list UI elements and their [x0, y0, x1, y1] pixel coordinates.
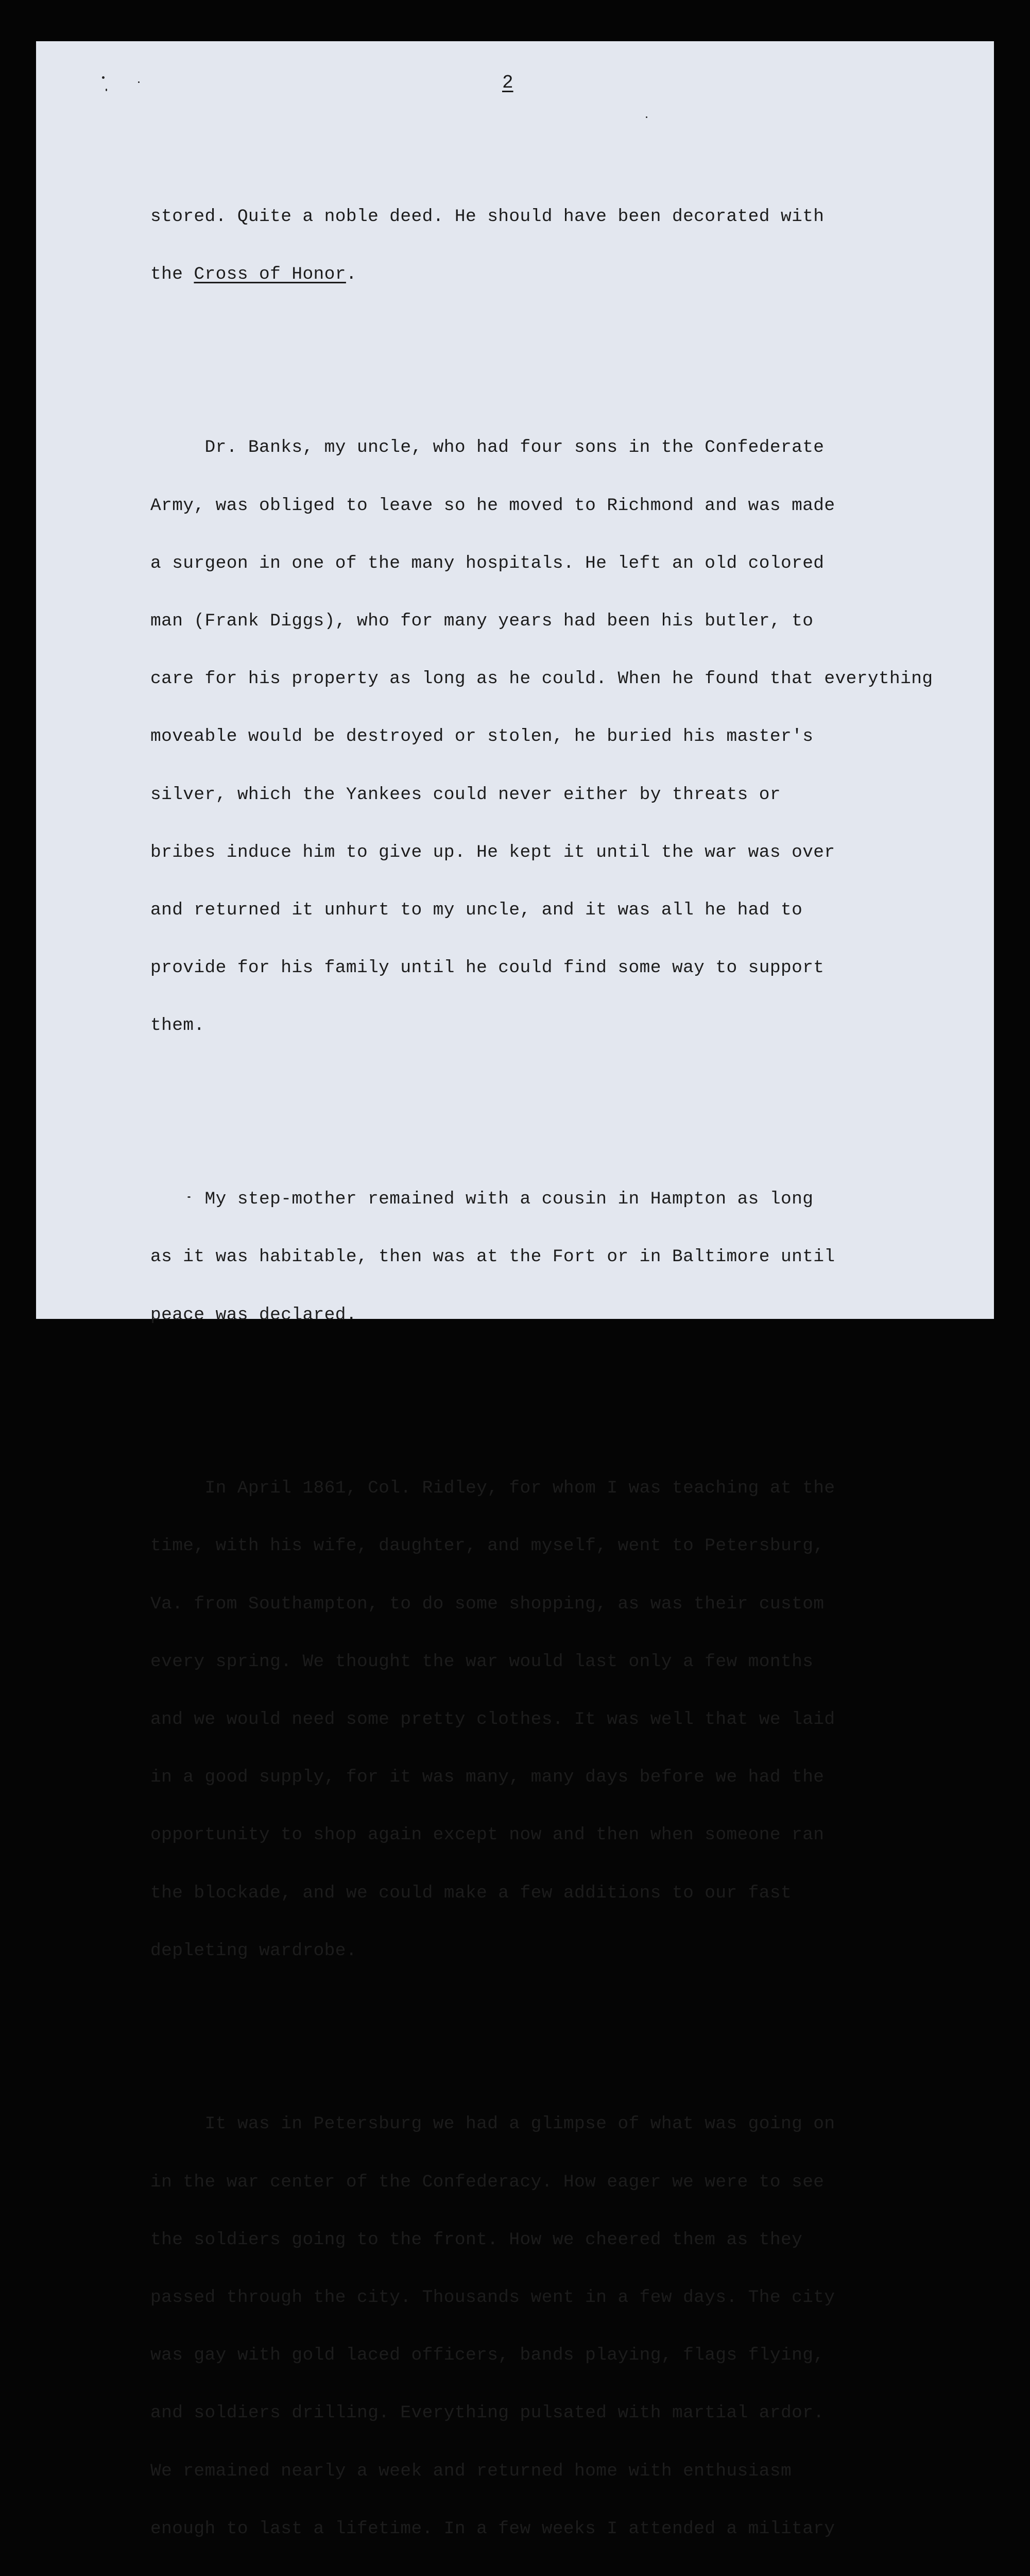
paragraph [150, 1440, 995, 1999]
text-line [150, 265, 995, 284]
text-line: was gay with gold laced officers, bands playing, flags flying, [150, 2345, 825, 2366]
text-line: enough to last a lifetime. In a few weeks I attended a military [150, 2518, 835, 2539]
paragraph [150, 168, 995, 323]
text-line: provide for his family until he could find some way to support [150, 958, 825, 978]
text-line: It was in Petersburg we had a glimpse of what was going on [150, 2114, 835, 2134]
text-line: in the war center of the Confederacy. How eager we were to see [150, 2172, 825, 2192]
text-line: care for his property as long as he could. When he found that everything [150, 669, 933, 689]
underlined-phrase: Cross of Honor [194, 264, 346, 284]
text-line: the soldiers going to the front. How we cheered them as they [150, 2229, 803, 2250]
text-line: In April 1861, Col. Ridley, for whom I was teaching at the [150, 1478, 835, 1499]
dust-speck [106, 89, 107, 91]
text-line: as it was habitable, then was at the Fort or in Baltimore until [150, 1247, 835, 1267]
text-line: opportunity to shop again except now and then when someone ran [150, 1825, 825, 1845]
text-line: man (Frank Diggs), who for many years had been his butler, to [150, 611, 814, 632]
text-line: and returned it unhurt to my uncle, and it was all he had to [150, 900, 803, 921]
text-line: them. [150, 1015, 205, 1036]
text-line: and we would need some pretty clothes. It was well that we laid [150, 1709, 835, 1730]
text-line: depleting wardrobe. [150, 1940, 357, 1961]
paragraph [150, 400, 995, 1074]
dust-speck [138, 81, 140, 83]
text-fragment: . [346, 264, 357, 284]
dust-speck [646, 116, 647, 118]
text-line: My step-mother remained with a cousin in Hampton as long [150, 1189, 814, 1210]
text-fragment: the [150, 264, 194, 284]
text-line: a surgeon in one of the many hospitals. He left an old colored [150, 553, 825, 573]
text-line: passed through the city. Thousands went in a few days. The city [150, 2287, 835, 2308]
text-line: Army, was obliged to leave so he moved to Richmond and was made [150, 495, 835, 516]
text-line: in a good supply, for it was many, many days before we had the [150, 1767, 825, 1788]
text-line: We remained nearly a week and returned home with enthusiasm [150, 2461, 792, 2481]
text-line: moveable would be destroyed or stolen, he buried his master's [150, 726, 814, 747]
text-line: bribes induce him to give up. He kept it until the war was over [150, 842, 835, 862]
text-line: the blockade, and we could make a few additions to our fast [150, 1883, 792, 1903]
text-line: time, with his wife, daughter, and myself, went to Petersburg, [150, 1536, 825, 1556]
text-line: Va. from Southampton, to do some shopping, as was their custom [150, 1594, 825, 1614]
paragraph [150, 1151, 995, 1363]
page-number: 2 [502, 72, 513, 93]
paragraph [150, 2076, 995, 2576]
text-line: every spring. We thought the war would last only a few months [150, 1651, 814, 1672]
text-line: Dr. Banks, my uncle, who had four sons in the Confederate [150, 437, 825, 458]
text-line: silver, which the Yankees could never either by threats or [150, 784, 781, 805]
text-line: and soldiers drilling. Everything pulsated with martial ardor. [150, 2403, 825, 2424]
dust-speck [102, 76, 105, 79]
text-line: stored. Quite a noble deed. He should have been decorated with [150, 206, 825, 227]
document-body [150, 130, 995, 2576]
text-line: peace was declared. [150, 1304, 357, 1325]
